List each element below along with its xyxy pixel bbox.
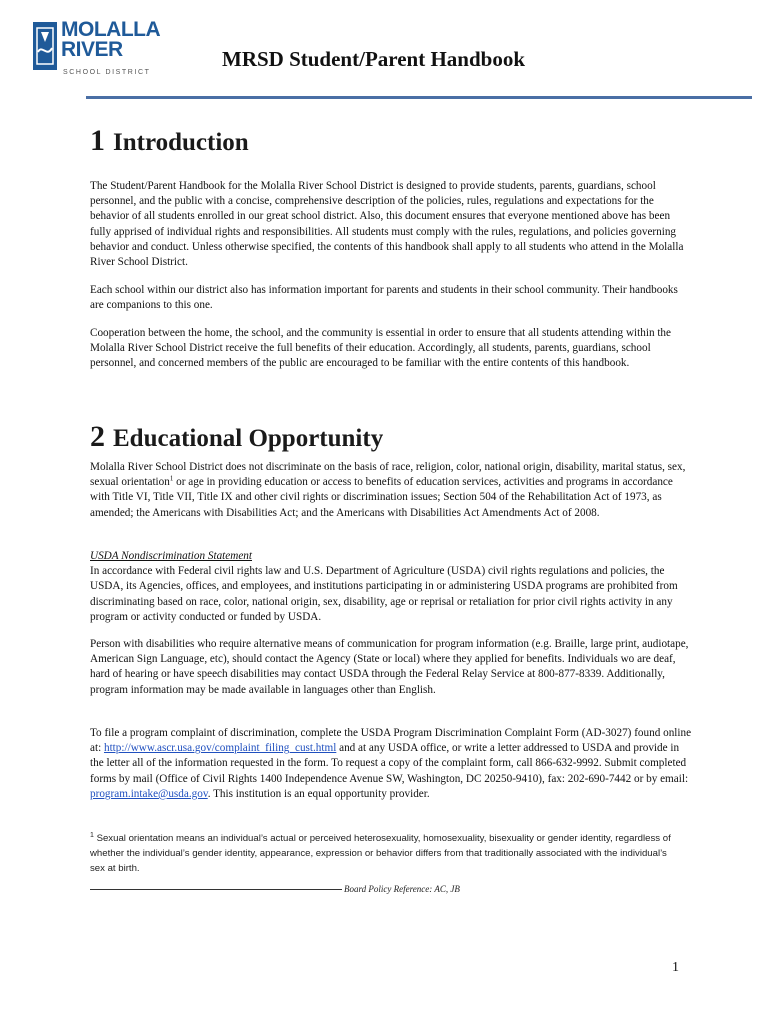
section-heading-educational-opportunity <box>90 420 383 454</box>
logo-subtitle: SCHOOL DISTRICT <box>63 69 151 76</box>
section-number: 1 <box>90 124 105 157</box>
section-title: Introduction <box>113 129 249 156</box>
logo-line-1: MOLALLA <box>61 18 161 41</box>
complaint-form-link[interactable]: http://www.ascr.usa.gov/complaint_filing_cust.html <box>103 742 337 755</box>
page-number: 1 <box>672 960 679 975</box>
disabilities-paragraph: Person with disabilities who require alternative means of communication for program information (e.g. Braille, large print, audiotape, American Sign Language, etc), should contact the Agency (State or local) where they applied for benefits. Individuals wo are deaf, hard of hearing or have speech disabilities may contact USDA through the Federal Relay Service at 800-877-8339. Additionally, program information may be made available in languages other than English. <box>90 638 689 696</box>
header-divider <box>86 96 752 99</box>
intro-paragraph-2: Each school within our district also has information important for parents and students in their school community. Their handbooks are companions to this one. <box>90 284 678 312</box>
footnote-reference[interactable]: 1 <box>169 474 174 483</box>
intro-paragraph-3: Cooperation between the home, the school, and the community is essential in order to ensure that all students attending within the Molalla River School District receive the full benefits of their education. Accordingly, all students, parents, guardians, school personnel, and concerned members of the public are encouraged to be familiar with the entire contents of this handbook. <box>90 327 671 370</box>
usda-email-link[interactable]: program.intake@usda.gov <box>90 787 208 800</box>
river-icon <box>33 22 57 70</box>
footnote: $^1$ Sexual orientation means an individual’s actual or perceived heterosexuality, homosexuality, bisexuality or gender identity, regardless of whether the individual’s gender identity, appearance, expression or behavior differs from that traditionally associated with the individual’s sex at birth. <box>90 831 671 874</box>
usda-statement-heading: USDA Nondiscrimination Statement <box>90 550 253 562</box>
usda-statement: USDA Nondiscrimination Statement In accordance with Federal civil rights law and U.S. Department of Agriculture (USDA) civil rights regulations and policies, the USDA, its Agencies, offices, and employees, and institutions participating in or administering USDA programs are prohibited from discriminating based on race, color, national origin, sex, disability, age or reprisal or retaliation for prior civil rights activity in any program or activity conducted or funded by USDA. <box>90 550 678 623</box>
section-heading-introduction <box>90 124 249 158</box>
complaint-paragraph: To file a program complaint of discrimination, complete the USDA Program Discrimination Complaint Form (AD-3027) found online at: http://www.ascr.usa.gov/complaint_filing_cust.html and at any USDA office, or write a letter addressed to USDA and provide in the letter all of the information requested in the form. To request a copy of the complaint form, call 866-632-9992. Submit completed forms by mail (Office of Civil Rights 1400 Independence Avenue SW, Washington, DC 20250-9410), fax: 202-690-7442 or by email: program.intake@usda.gov. This institution is an equal opportunity provider. <box>90 727 692 800</box>
policy-reference-line <box>90 889 342 890</box>
footnote-mark: 1 <box>90 831 94 839</box>
district-logo <box>33 18 161 82</box>
logo-line-2: RIVER <box>61 38 123 61</box>
logo-wordmark <box>61 20 160 60</box>
nondiscrimination-paragraph: Molalla River School District does not discriminate on the basis of race, religion, color, national origin, disability, marital status, sex, sexual orientation$^1$ or age in providing education or access to benefits of education services, activities and programs in accordance with Title VI, Title VII, Title IX and other civil rights or discrimination issues; Section 504 of the Rehabilitation Act of 1973, as amended; the Americans with Disabilities Act; and the Americans with Disabilities Act Amendments Act of 2008. <box>90 461 686 519</box>
policy-reference: Board Policy Reference: AC, JB <box>90 884 460 894</box>
document-title: MRSD Student/Parent Handbook <box>222 47 526 71</box>
intro-paragraph-1: The Student/Parent Handbook for the Molalla River School District is designed to provide students, parents, guardians, school personnel, and the public with a concise, comprehensive description of the policies, rules, regulations and expectations for the behavior of all students enrolled in our great school district. Also, this document ensures that everyone mentioned above has been fully apprised of individual rights and responsibilities. All students must comply with the rules, regulations, and policies governing behavior and conduct. Unless otherwise specified, the contents of this handbook shall apply to all students who attend in the Molalla River School District. <box>90 180 684 269</box>
section-number: 2 <box>90 420 105 453</box>
section-title: Educational Opportunity <box>113 425 384 452</box>
